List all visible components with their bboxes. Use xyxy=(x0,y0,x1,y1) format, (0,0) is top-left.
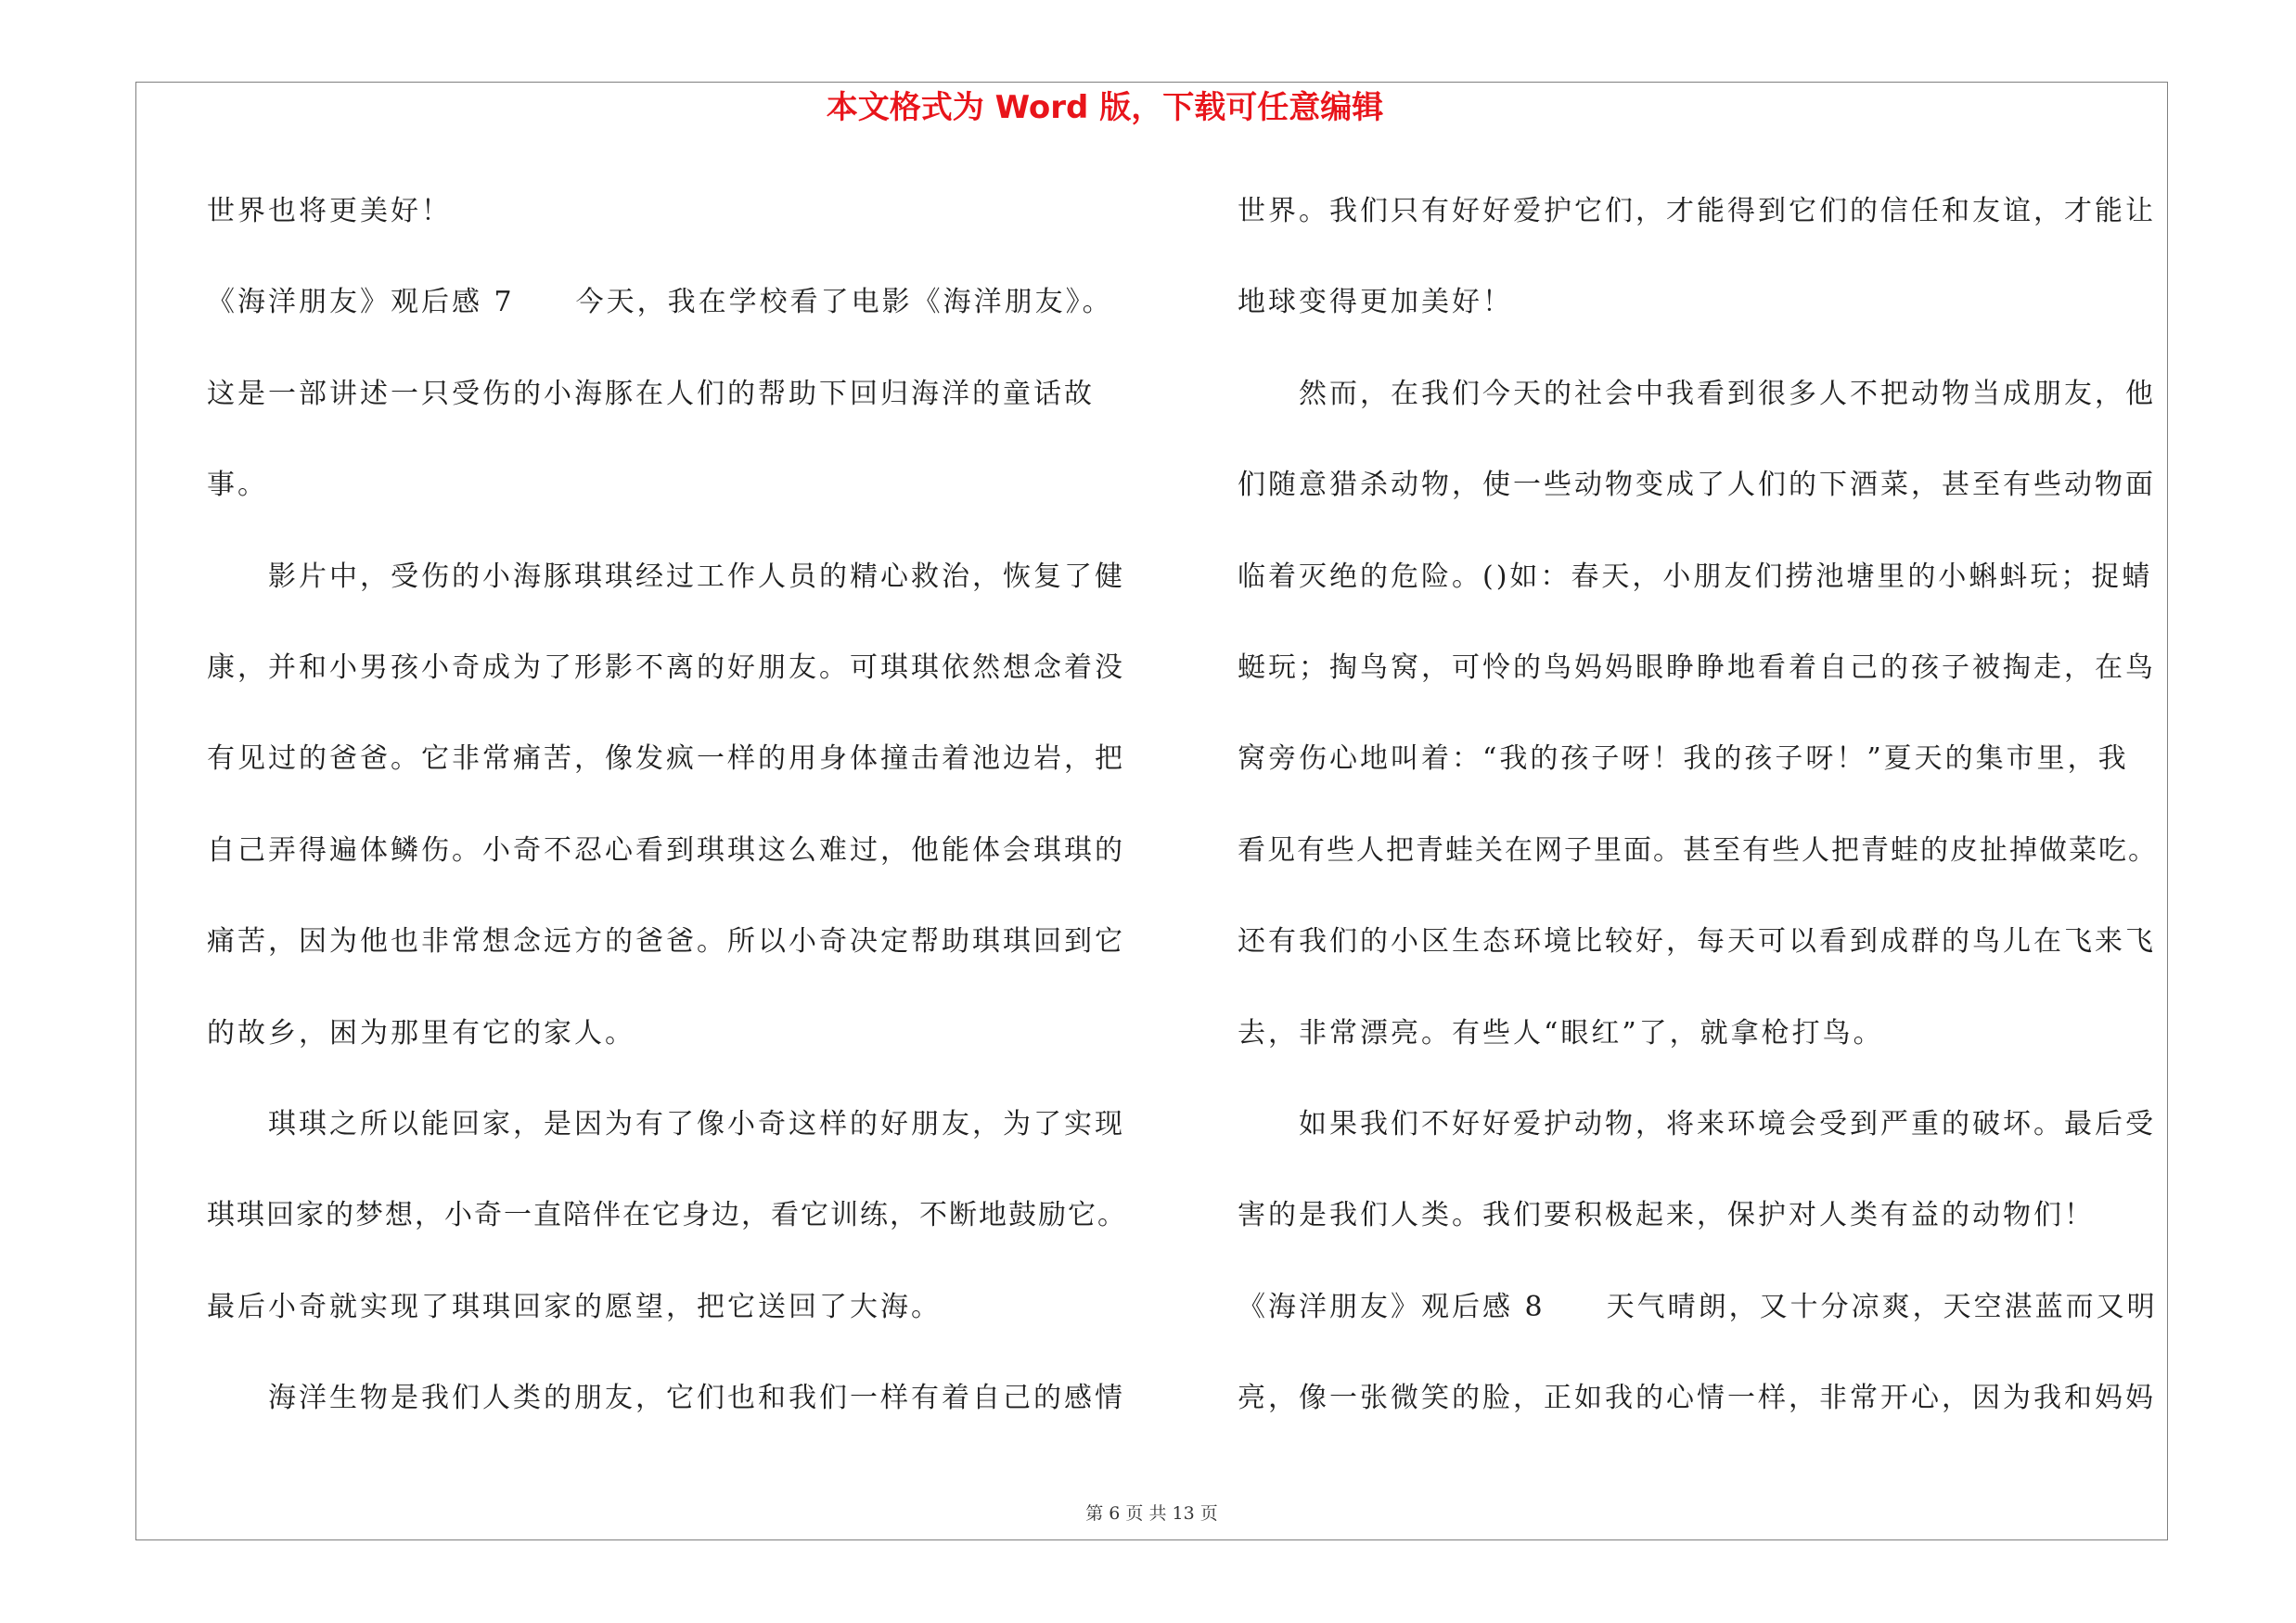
text-line: 地球变得更加美好！ xyxy=(1238,286,1513,319)
text-line: 的故乡，困为那里有它的家人。 xyxy=(207,1016,635,1050)
right-text-column xyxy=(1238,166,2249,1444)
left-text-column xyxy=(207,166,1190,1444)
paragraph-start-line: 琪琪之所以能回家，是因为有了像小奇这样的好朋友，为了实现 xyxy=(268,1107,1125,1140)
essay-heading-line: 《海洋朋友》观后感 8 天气晴朗，又十分凉爽，天空湛蓝而又明 xyxy=(1238,1290,2158,1323)
text-line: 看见有些人把青蛙关在网子里面。甚至有些人把青蛙的皮扯掉做菜吃。 xyxy=(1238,833,2158,867)
essay-heading-line: 《海洋朋友》观后感 7 今天，我在学校看了电影《海洋朋友》。 xyxy=(207,286,1113,319)
text-line: 痛苦，因为他也非常想念远方的爸爸。所以小奇决定帮助琪琪回到它 xyxy=(207,925,1125,959)
text-line: 亮，像一张微笑的脸，正如我的心情一样，非常开心，因为我和妈妈 xyxy=(1238,1382,2156,1415)
format-notice-header: 本文格式为 Word 版，下载可任意编辑 xyxy=(826,89,1384,126)
text-line: 去，非常漂亮。有些人“眼红”了，就拿枪打鸟。 xyxy=(1238,1016,1884,1050)
text-line: 世界。我们只有好好爱护它们，才能得到它们的信任和友谊，才能让 xyxy=(1238,195,2156,227)
page-number-footer: 第 6 页 共 13 页 xyxy=(1085,1503,1218,1524)
text-line: 蜓玩；掏鸟窝，可怜的鸟妈妈眼睁睁地看着自己的孩子被掏走，在鸟 xyxy=(1238,650,2156,684)
paragraph-start-line: 如果我们不好好爱护动物，将来环境会受到严重的破坏。最后受 xyxy=(1299,1107,2156,1140)
text-line: 事。 xyxy=(207,469,268,502)
text-line: 有见过的爸爸。它非常痛苦，像发疯一样的用身体撞击着池边岩，把 xyxy=(207,742,1125,776)
text-line: 康，并和小男孩小奇成为了形影不离的好朋友。可琪琪依然想念着没 xyxy=(207,650,1125,684)
text-line: 最后小奇就实现了琪琪回家的愿望，把它送回了大海。 xyxy=(207,1290,942,1323)
text-line: 临着灭绝的危险。()如：春天，小朋友们捞池塘里的小蝌蚪玩；捉蜻 xyxy=(1238,560,2153,593)
text-line: 们随意猎杀动物，使一些动物变成了人们的下酒菜，甚至有些动物面 xyxy=(1238,469,2156,502)
paragraph-start-line: 然而，在我们今天的社会中我看到很多人不把动物当成朋友，他 xyxy=(1299,377,2156,410)
text-line: 琪琪回家的梦想，小奇一直陪伴在它身边，看它训练，不断地鼓励它。 xyxy=(207,1199,1127,1232)
text-line: 这是一部讲述一只受伤的小海豚在人们的帮助下回归海洋的童话故 xyxy=(207,377,1095,410)
paragraph-start-line: 影片中，受伤的小海豚琪琪经过工作人员的精心救治，恢复了健 xyxy=(268,560,1125,593)
text-line: 世界也将更美好！ xyxy=(207,195,452,227)
paragraph-start-line: 海洋生物是我们人类的朋友，它们也和我们一样有着自己的感情 xyxy=(268,1382,1125,1415)
text-line: 还有我们的小区生态环境比较好，每天可以看到成群的鸟儿在飞来飞 xyxy=(1238,925,2156,959)
text-line: 自己弄得遍体鳞伤。小奇不忍心看到琪琪这么难过，他能体会琪琪的 xyxy=(207,833,1125,867)
text-line: 窝旁伤心地叫着：“我的孩子呀！我的孩子呀！”夏天的集市里，我 xyxy=(1238,742,2129,776)
text-line: 害的是我们人类。我们要积极起来，保护对人类有益的动物们！ xyxy=(1238,1199,2095,1232)
